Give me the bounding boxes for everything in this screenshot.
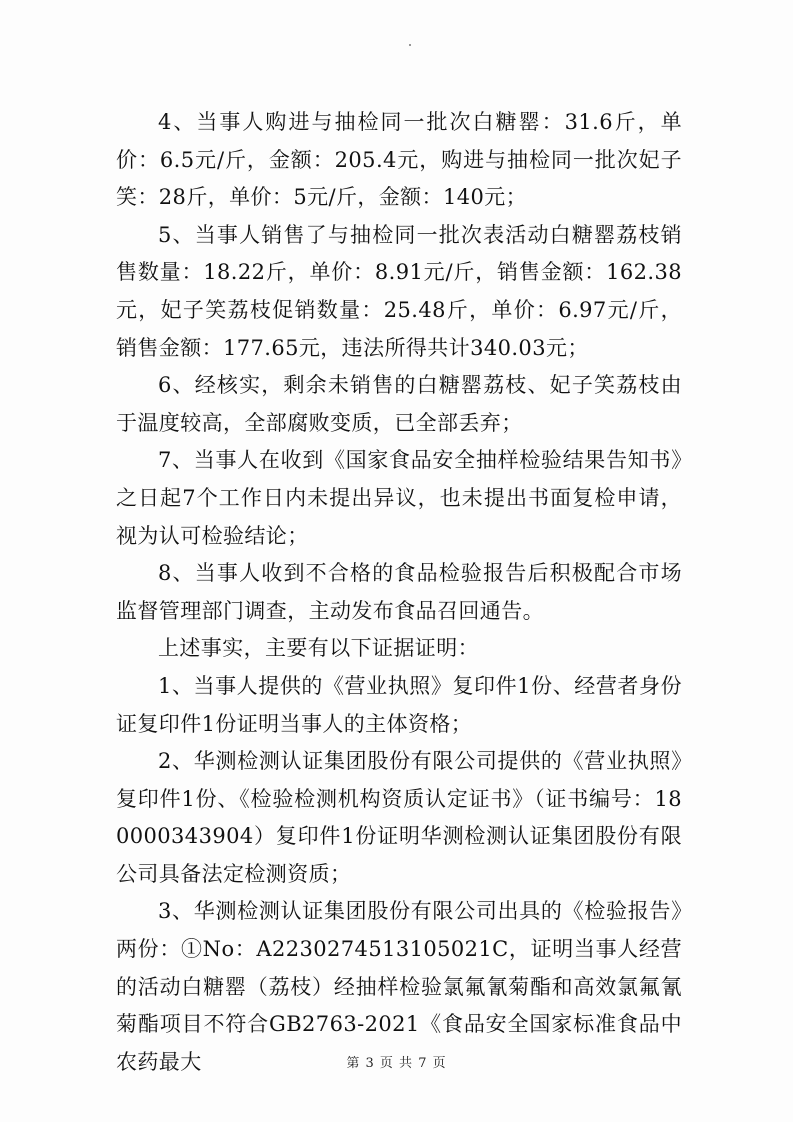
paragraph-evidence-2: 2、华测检测认证集团股份有限公司提供的《营业执照》复印件1份、《检验检测机构资质认定证书》（证书编号：180000343904）复印件1份证明华测检测认证集团股份有限公司具备法定检测资质； <box>116 749 682 886</box>
paragraph-fact-8: 8、当事人收到不合格的食品检验报告后积极配合市场监督管理部门调查，主动发布食品召回通告。 <box>116 561 682 623</box>
paragraph-evidence-intro: 上述事实，主要有以下证据证明： <box>158 636 479 661</box>
paragraph-fact-7: 7、当事人在收到《国家食品安全抽样检验结果告知书》之日起7个工作日内未提出异议，也未提出书面复检申请，视为认可检验结论； <box>116 448 682 548</box>
paragraph-fact-4: 4、当事人购进与抽检同一批次白糖罂：31.6斤，单价：6.5元/斤，金额：205.4元，购进与抽检同一批次妃子笑：28斤，单价：5元/斤，金额：140元； <box>116 110 682 210</box>
page-number-footer: 第 3 页 共 7 页 <box>346 1056 447 1071</box>
paragraph-fact-6: 6、经核实，剩余未销售的白糖罂荔枝、妃子笑荔枝由于温度较高，全部腐败变质，已全部丢弃； <box>116 373 682 435</box>
scan-speck <box>409 44 411 46</box>
paragraph-evidence-1: 1、当事人提供的《营业执照》复印件1份、经营者身份证复印件1份证明当事人的主体资格； <box>116 673 682 736</box>
document-body <box>116 104 682 1081</box>
paragraph-fact-5: 5、当事人销售了与抽检同一批次表活动白糖罂荔枝销售数量：18.22斤，单价：8.91元/斤，销售金额：162.38元，妃子笑荔枝促销数量：25.48斤，单价：6.97元/斤，销售金额：177.65元，违法所得共计340.03元； <box>116 222 682 360</box>
paragraph-evidence-3: 3、华测检测认证集团股份有限公司出具的《检验报告》两份：①No：A2230274513105021C，证明当事人经营的活动白糖罂（荔枝）经抽样检验氯氟氰菊酯和高效氯氟氰菊酯项目不符合GB2763-2021《食品安全国家标准食品中农药最大 <box>116 899 682 1074</box>
